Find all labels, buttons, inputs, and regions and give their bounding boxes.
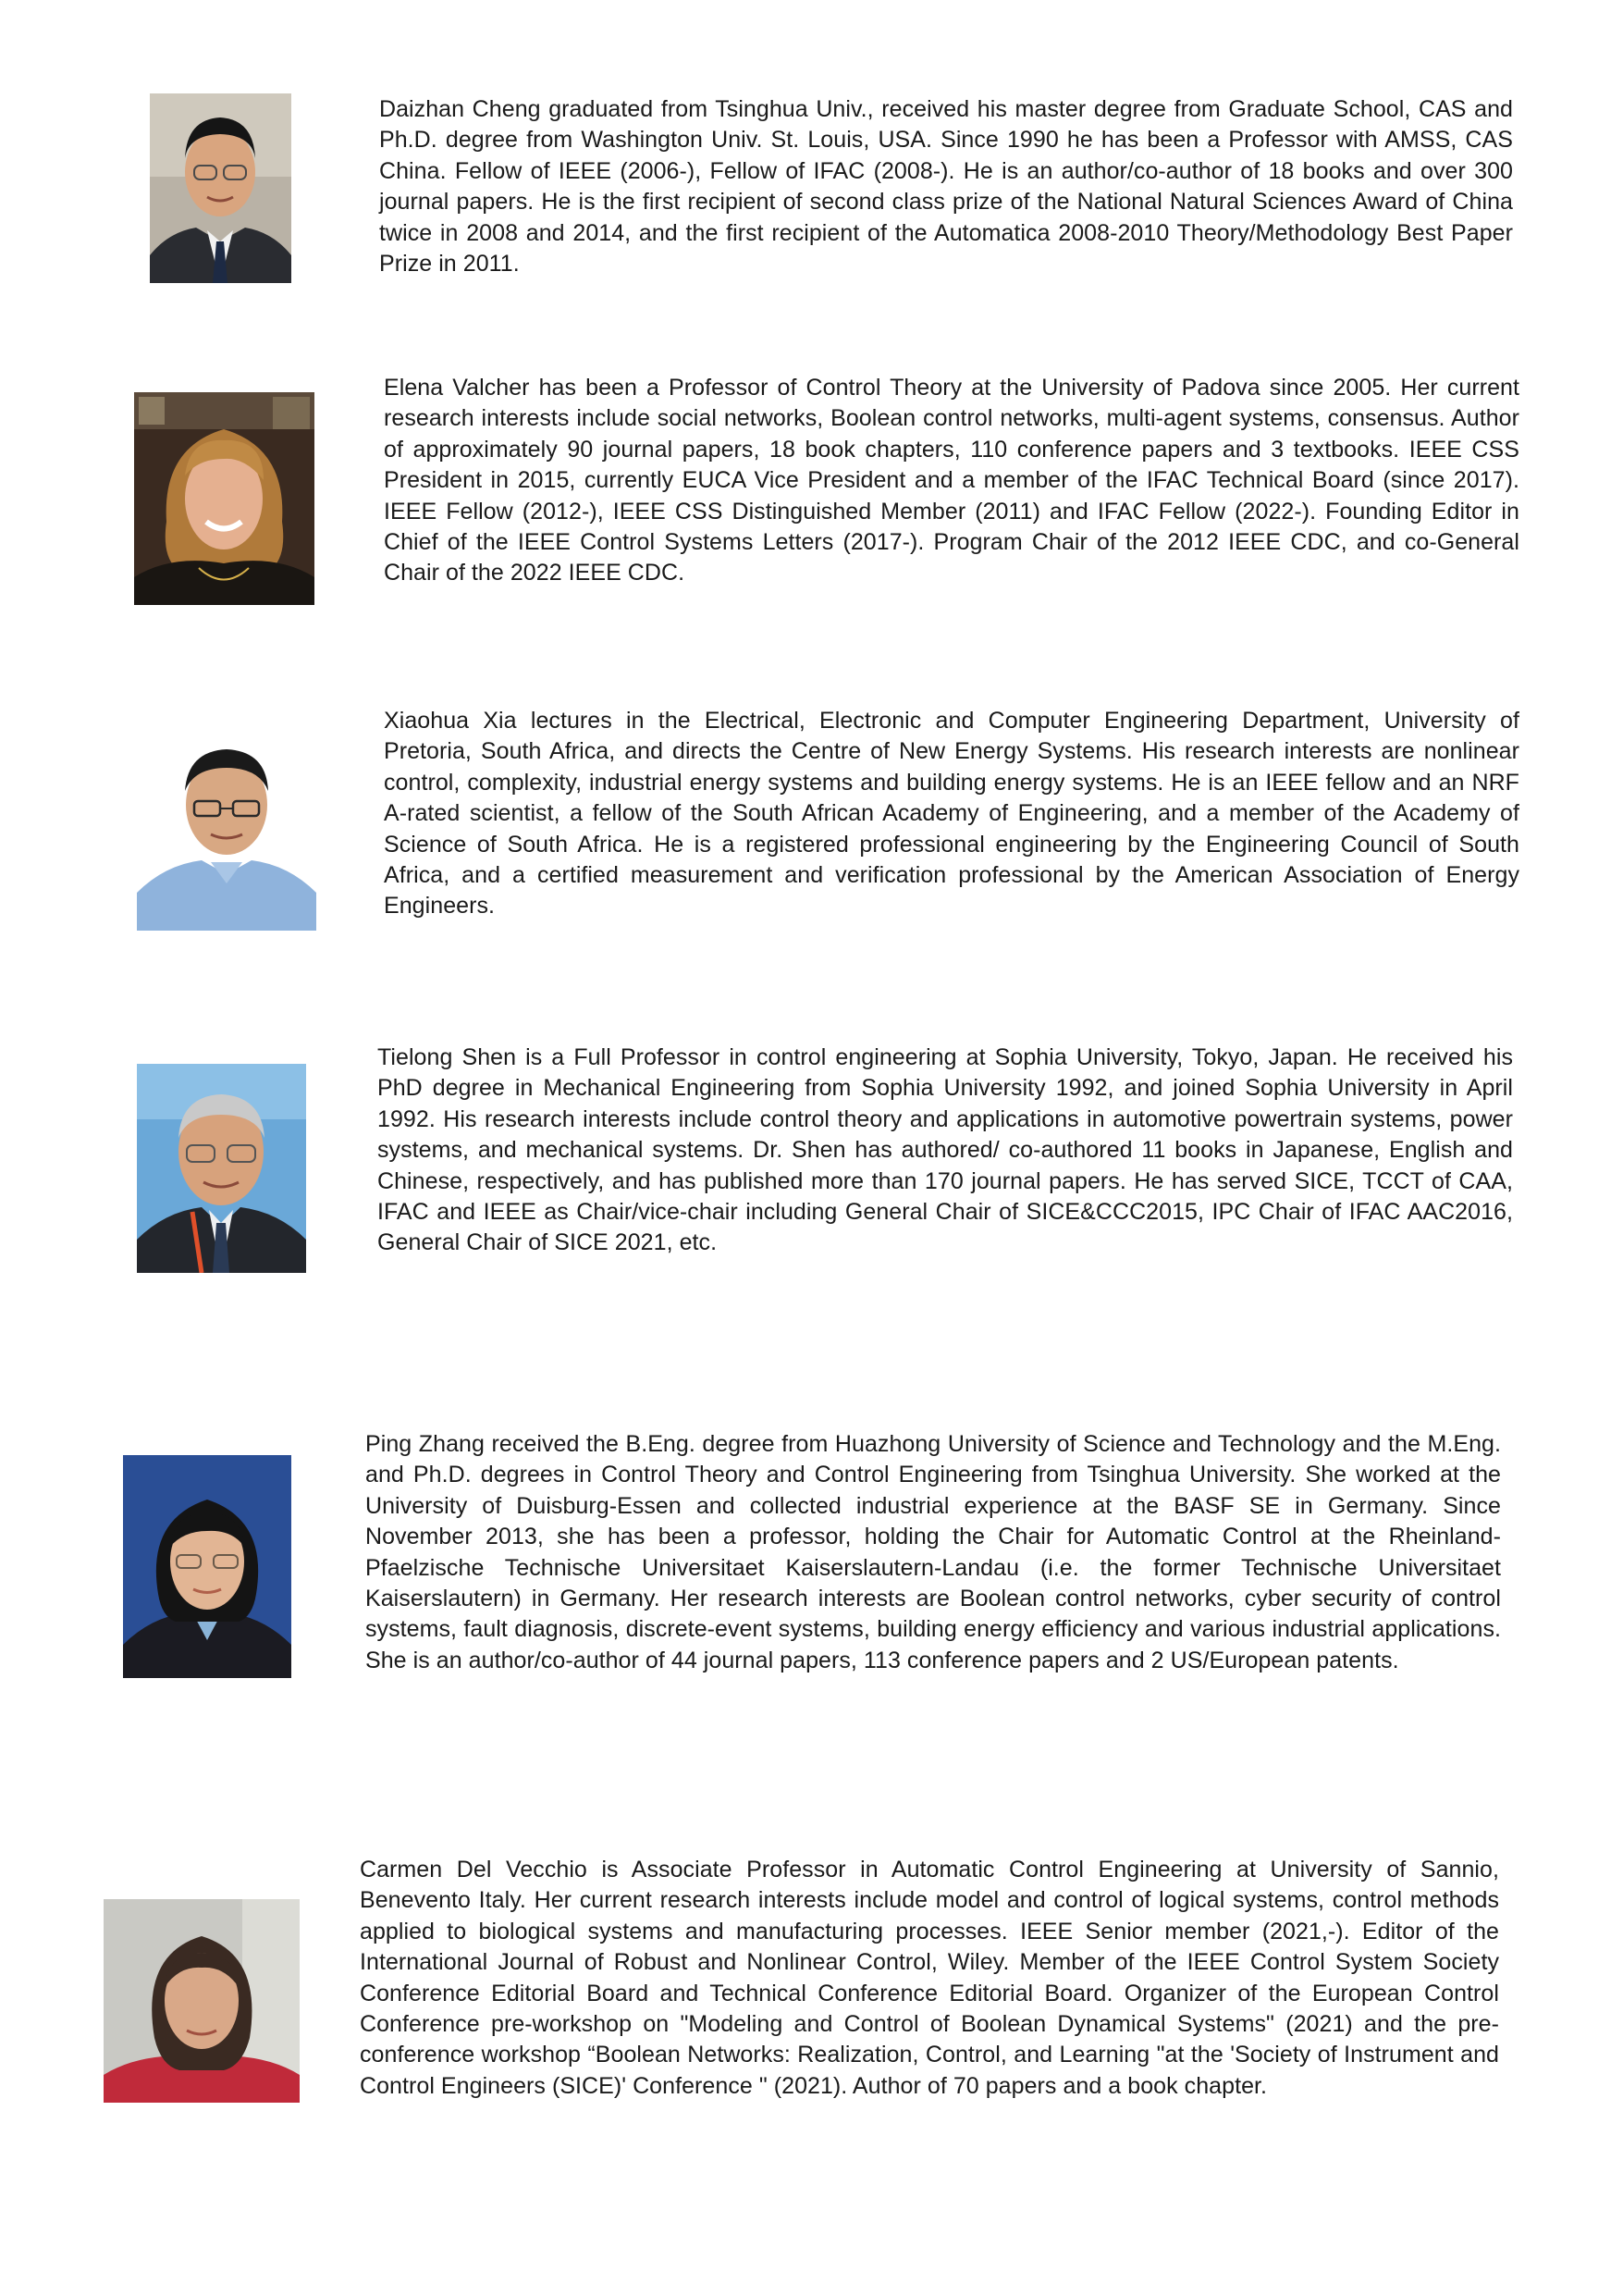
portrait-photo-daizhan-cheng: [150, 93, 291, 283]
bio-text-xiaohua-xia: Xiaohua Xia lectures in the Electrical, Electronic and Computer Engineering Department, University of Pretoria, South Africa, and directs the Centre of New Energy Systems. His research interests are nonlinear control, complexity, industrial energy systems and building energy systems. He is an IEEE fellow and an NRF A-rated scientist, a fellow of the South African Academy of Engineering, and a member of the Academy of Science of South Africa. He is a registered professional engineering by the Engineering Council of South Africa, and a certified measurement and verification professional by the American Association of Energy Engineers.: [384, 708, 1519, 920]
portrait-photo-ping-zhang: [123, 1455, 291, 1678]
portrait-photo-elena-valcher: [134, 392, 314, 605]
portrait-photo-carmen-del-vecchio: [104, 1899, 300, 2103]
bio-text-daizhan-cheng: Daizhan Cheng graduated from Tsinghua Univ., received his master degree from Graduate School, CAS and Ph.D. degree from Washington Univ. St. Louis, USA. Since 1990 he has been a Professor with AMSS, CAS China. Fellow of IEEE (2006-), Fellow of IFAC (2008-). He is an author/co-author of 18 books and over 300 journal papers. He is the first recipient of second class prize of the National Natural Sciences Award of China twice in 2008 and 2014, and the first recipient of the Automatica 2008-2010 Theory/Methodology Best Paper Prize in 2011.: [379, 96, 1513, 278]
portrait-photo-xiaohua-xia: [137, 731, 316, 931]
portrait-photo-tielong-shen: [137, 1064, 306, 1273]
bio-text-elena-valcher: Elena Valcher has been a Professor of Control Theory at the University of Padova since 2005. Her current research interests include social networks, Boolean control networks, multi-agent systems, consensus. Author of approximately 90 journal papers, 18 book chapters, 110 conference papers and 3 textbooks. IEEE CSS President in 2015, currently EUCA Vice President and a member of the IFAC Technical Board (since 2017). IEEE Fellow (2012-), IEEE CSS Distinguished Member (2011) and IFAC Fellow (2022-). Founding Editor in Chief of the IEEE Control Systems Letters (2017-). Program Chair of the 2012 IEEE CDC, and co-General Chair of the 2022 IEEE CDC.: [384, 375, 1519, 586]
bio-text-tielong-shen: Tielong Shen is a Full Professor in control engineering at Sophia University, Tokyo, Japan. He received his PhD degree in Mechanical Engineering from Sophia University 1992, and joined Sophia University in April 1992. His research interests include control theory and applications in automotive powertrain systems, power systems, and mechanical systems. Dr. Shen has authored/ co-authored 11 books in Japanese, English and Chinese, respectively, and has published more than 170 journal papers. He has served SICE, TCCT of CAA, IFAC and IEEE as Chair/vice-chair including General Chair of SICE&CCC2015, IPC Chair of IFAC AAC2016, General Chair of SICE 2021, etc.: [377, 1044, 1513, 1256]
bio-text-carmen-del-vecchio: Carmen Del Vecchio is Associate Professor in Automatic Control Engineering at University of Sannio, Benevento Italy. Her current research interests include model and control of logical systems, control methods applied to biological systems and manufacturing processes. IEEE Senior member (2021,-). Editor of the International Journal of Robust and Nonlinear Control, Wiley. Member of the IEEE Control System Society Conference Editorial Board and Technical Conference Editorial Board. Organizer of the European Control Conference pre-workshop on "Modeling and Control of Boolean Dynamical Systems" (2021) and the pre-conference workshop “Boolean Networks: Realization, Control, and Learning "at the 'Society of Instrument and Control Engineers (SICE)' Conference " (2021). Author of 70 papers and a book chapter.: [360, 1857, 1499, 2099]
bio-text-ping-zhang: Ping Zhang received the B.Eng. degree from Huazhong University of Science and Technology and the M.Eng. and Ph.D. degrees in Control Theory and Control Engineering from Tsinghua University. She worked at the University of Duisburg-Essen and collected industrial experience at the BASF SE in Germany. Since November 2013, she has been a professor, holding the Chair for Automatic Control at the Rheinland-Pfaelzische Technische Universitaet Kaiserslautern-Landau (i.e. the former Technische Universitaet Kaiserslautern) in Germany. Her research interests are Boolean control networks, cyber security of control systems, fault diagnosis, discrete-event systems, building energy efficiency and various industrial applications. She is an author/co-author of 44 journal papers, 113 conference papers and 2 US/European patents.: [365, 1431, 1501, 1673]
